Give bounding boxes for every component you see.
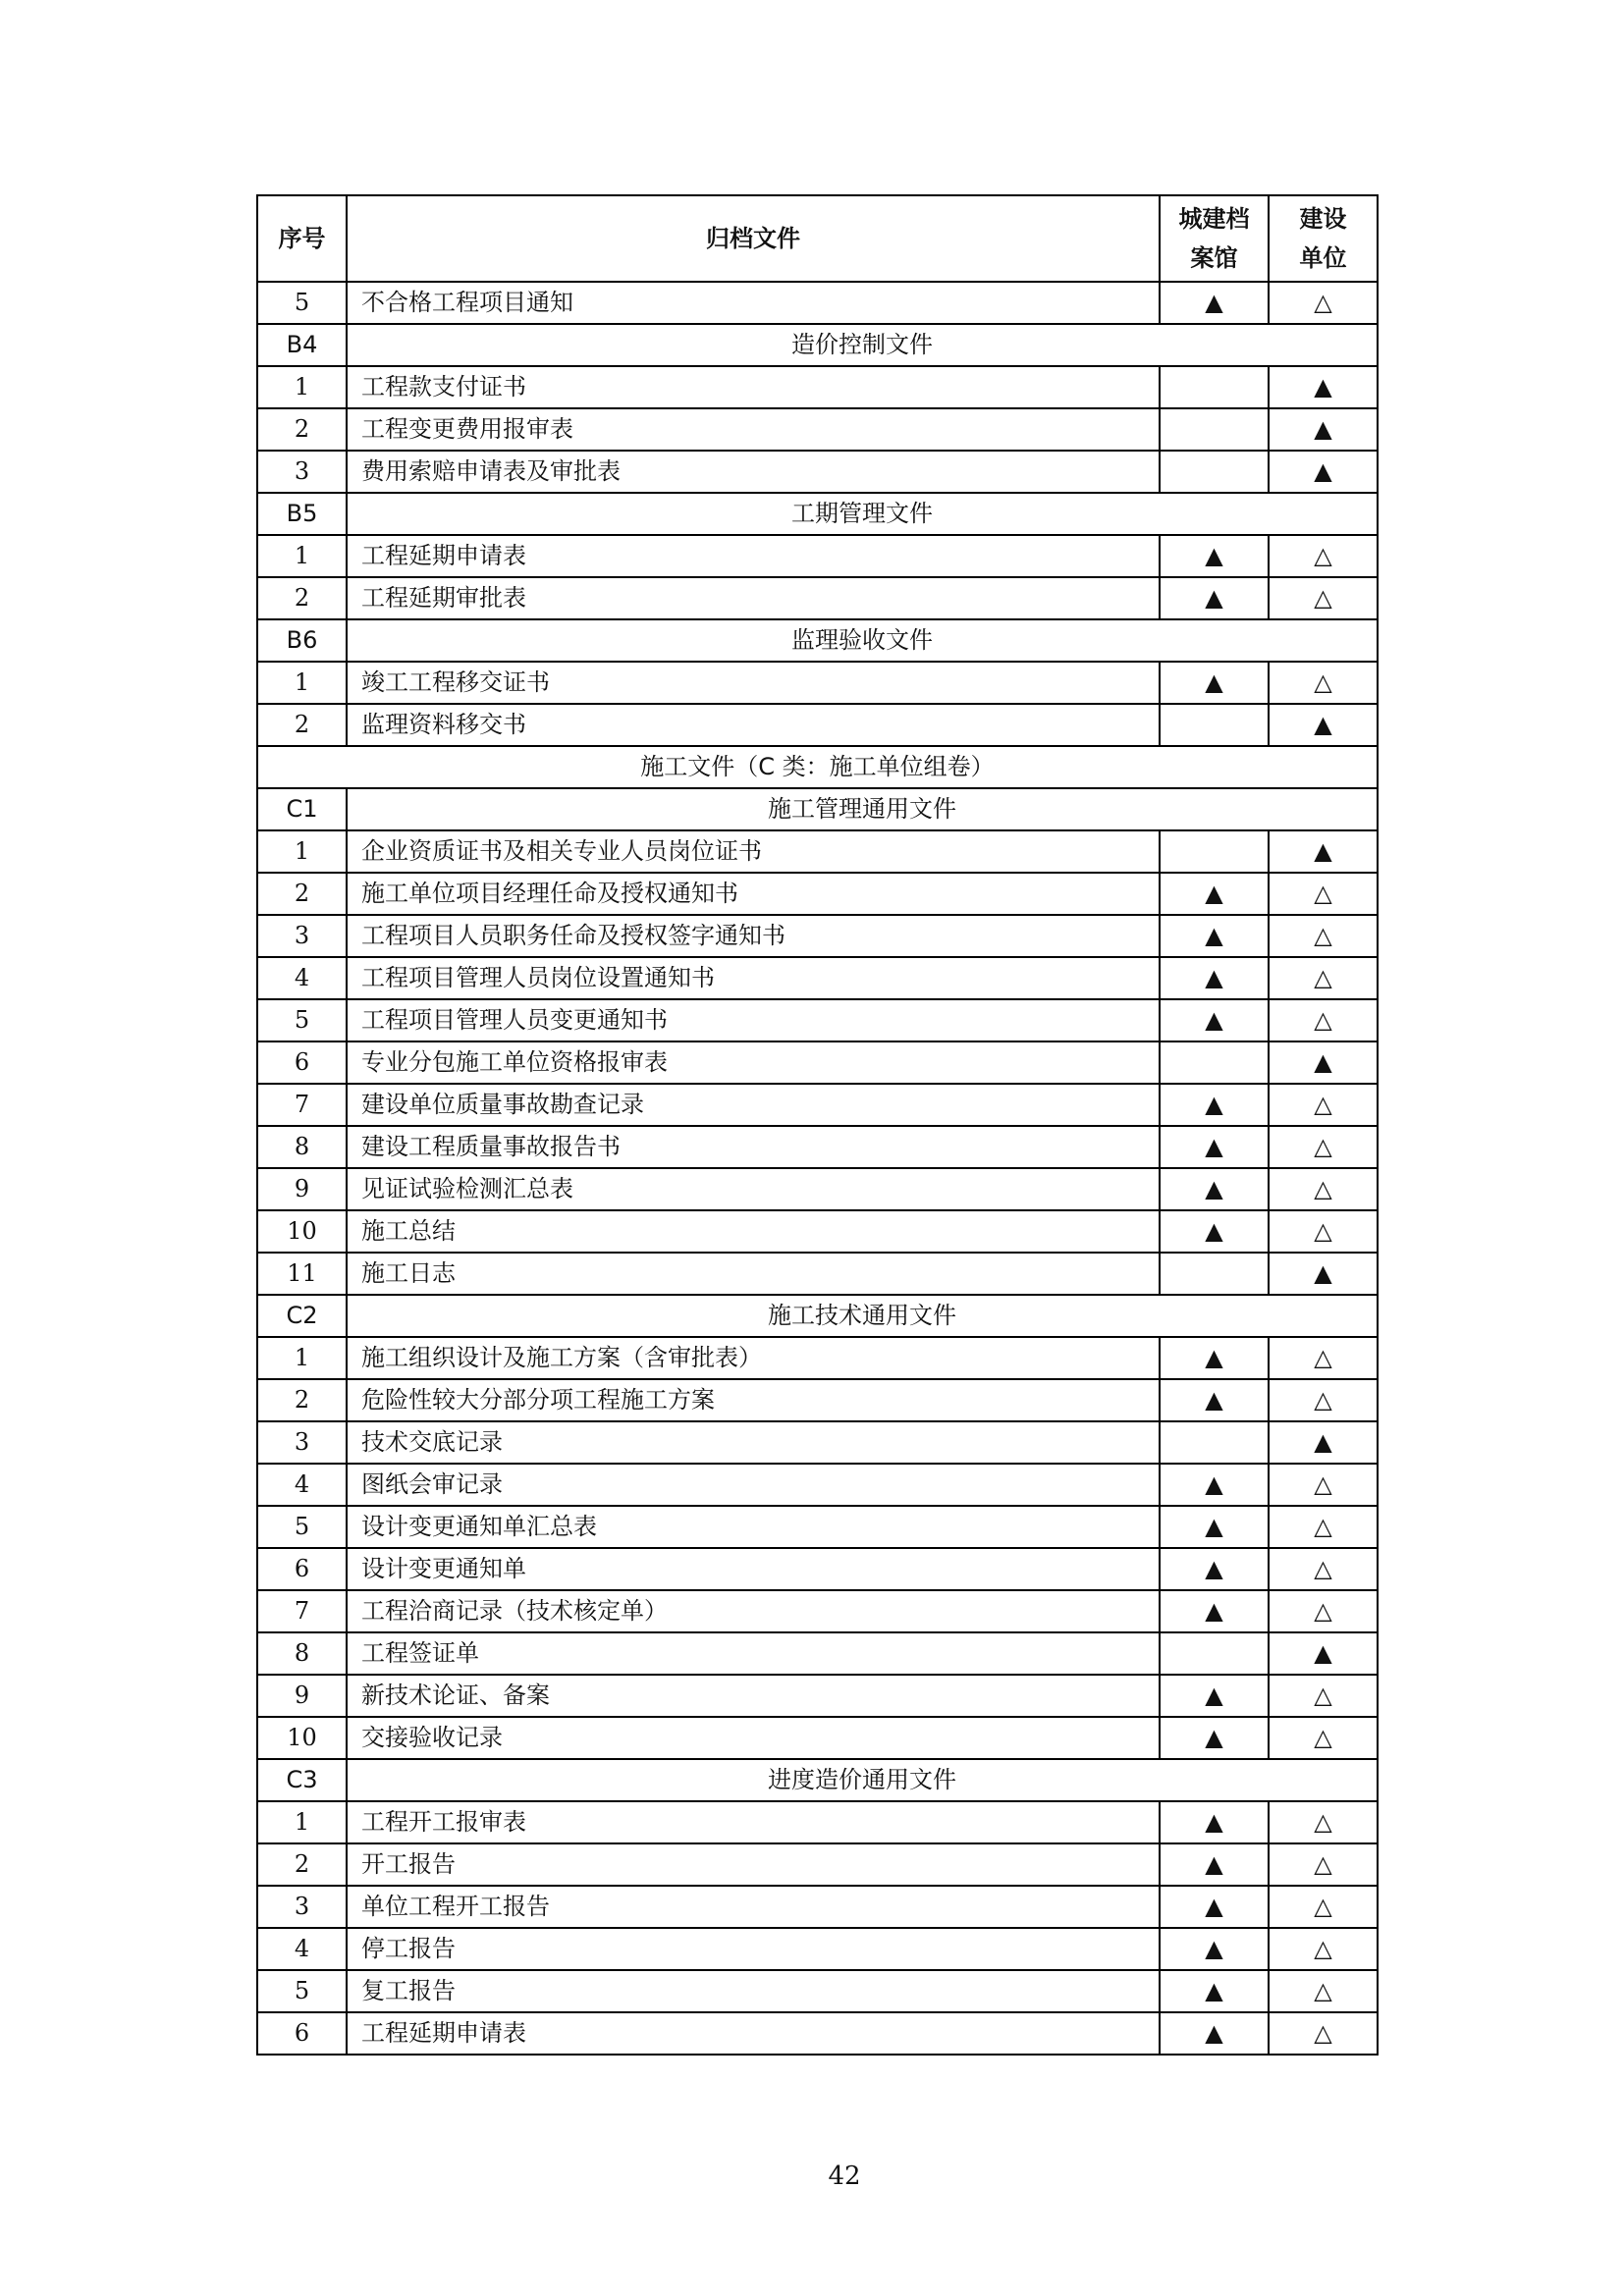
row-serial-number: 3: [257, 451, 347, 493]
table-row: [257, 1464, 1378, 1506]
row-construction-unit-mark: △: [1269, 1464, 1378, 1506]
row-serial-number: 7: [257, 1590, 347, 1632]
table-row: [257, 830, 1378, 873]
row-city-archive-mark: ▲: [1160, 1168, 1269, 1210]
row-construction-unit-mark: ▲: [1269, 408, 1378, 451]
table-row: [257, 451, 1378, 493]
row-serial-number: 6: [257, 2012, 347, 2055]
row-serial-number: 8: [257, 1632, 347, 1675]
header-archive-file: 归档文件: [347, 195, 1160, 282]
table-row: [257, 1548, 1378, 1590]
row-city-archive-mark: ▲: [1160, 1717, 1269, 1759]
row-file-name: 工程延期申请表: [347, 2012, 1160, 2055]
table-header-row: [257, 195, 1378, 282]
section-row: [257, 1759, 1378, 1801]
row-serial-number: 3: [257, 1421, 347, 1464]
row-city-archive-mark: ▲: [1160, 1886, 1269, 1928]
row-serial-number: 2: [257, 1843, 347, 1886]
row-file-name: 见证试验检测汇总表: [347, 1168, 1160, 1210]
row-file-name: 停工报告: [347, 1928, 1160, 1970]
section-row: [257, 493, 1378, 535]
table-row: [257, 1126, 1378, 1168]
row-city-archive-mark: [1160, 366, 1269, 408]
row-serial-number: 4: [257, 957, 347, 999]
page-number: 42: [828, 2162, 861, 2191]
table-row: [257, 1886, 1378, 1928]
row-construction-unit-mark: △: [1269, 535, 1378, 577]
row-construction-unit-mark: △: [1269, 999, 1378, 1041]
row-file-name: 设计变更通知单汇总表: [347, 1506, 1160, 1548]
row-serial-number: 8: [257, 1126, 347, 1168]
row-construction-unit-mark: ▲: [1269, 366, 1378, 408]
row-file-name: 工程延期申请表: [347, 535, 1160, 577]
row-file-name: 工程延期审批表: [347, 577, 1160, 619]
row-serial-number: 5: [257, 1506, 347, 1548]
table-row: [257, 1210, 1378, 1253]
row-construction-unit-mark: △: [1269, 1506, 1378, 1548]
row-serial-number: 1: [257, 535, 347, 577]
row-city-archive-mark: ▲: [1160, 1801, 1269, 1843]
row-construction-unit-mark: △: [1269, 1379, 1378, 1421]
row-file-name: 施工单位项目经理任命及授权通知书: [347, 873, 1160, 915]
table-row: [257, 999, 1378, 1041]
row-construction-unit-mark: △: [1269, 1590, 1378, 1632]
row-construction-unit-mark: △: [1269, 1970, 1378, 2012]
row-serial-number: 10: [257, 1210, 347, 1253]
row-construction-unit-mark: △: [1269, 1801, 1378, 1843]
row-file-name: 施工日志: [347, 1253, 1160, 1295]
row-city-archive-mark: ▲: [1160, 1675, 1269, 1717]
row-city-archive-mark: [1160, 1253, 1269, 1295]
row-construction-unit-mark: △: [1269, 1717, 1378, 1759]
row-file-name: 新技术论证、备案: [347, 1675, 1160, 1717]
table-row: [257, 282, 1378, 324]
row-city-archive-mark: ▲: [1160, 1506, 1269, 1548]
row-serial-number: 6: [257, 1548, 347, 1590]
row-serial-number: 2: [257, 704, 347, 746]
row-city-archive-mark: ▲: [1160, 915, 1269, 957]
table-row: [257, 1632, 1378, 1675]
row-construction-unit-mark: △: [1269, 1886, 1378, 1928]
row-serial-number: 5: [257, 282, 347, 324]
row-construction-unit-mark: ▲: [1269, 1632, 1378, 1675]
row-file-name: 危险性较大分部分项工程施工方案: [347, 1379, 1160, 1421]
section-title: 进度造价通用文件: [347, 1759, 1378, 1801]
table-row: [257, 1590, 1378, 1632]
row-file-name: 建设工程质量事故报告书: [347, 1126, 1160, 1168]
row-serial-number: 9: [257, 1675, 347, 1717]
row-file-name: 工程签证单: [347, 1632, 1160, 1675]
row-construction-unit-mark: △: [1269, 915, 1378, 957]
table-row: [257, 366, 1378, 408]
section-code: C1: [257, 788, 347, 830]
row-city-archive-mark: [1160, 408, 1269, 451]
section-code: C2: [257, 1295, 347, 1337]
table-row: [257, 1717, 1378, 1759]
row-city-archive-mark: ▲: [1160, 1337, 1269, 1379]
table-row: [257, 1506, 1378, 1548]
row-file-name: 工程项目管理人员岗位设置通知书: [347, 957, 1160, 999]
row-city-archive-mark: ▲: [1160, 999, 1269, 1041]
header-construction-unit: 建设单位: [1269, 195, 1378, 282]
section-title: 造价控制文件: [347, 324, 1378, 366]
section-title: 监理验收文件: [347, 619, 1378, 662]
row-serial-number: 3: [257, 915, 347, 957]
row-file-name: 开工报告: [347, 1843, 1160, 1886]
table-row: [257, 2012, 1378, 2055]
section-title: 工期管理文件: [347, 493, 1378, 535]
row-construction-unit-mark: ▲: [1269, 1421, 1378, 1464]
row-construction-unit-mark: ▲: [1269, 451, 1378, 493]
row-serial-number: 6: [257, 1041, 347, 1084]
row-city-archive-mark: [1160, 1421, 1269, 1464]
row-serial-number: 2: [257, 577, 347, 619]
row-construction-unit-mark: △: [1269, 577, 1378, 619]
row-file-name: 建设单位质量事故勘查记录: [347, 1084, 1160, 1126]
table-row: [257, 1253, 1378, 1295]
table-row: [257, 1084, 1378, 1126]
row-construction-unit-mark: △: [1269, 1548, 1378, 1590]
table-row: [257, 408, 1378, 451]
row-file-name: 复工报告: [347, 1970, 1160, 2012]
archive-file-table: [256, 194, 1379, 2056]
row-serial-number: 5: [257, 1970, 347, 2012]
category-title: 施工文件（C 类：施工单位组卷）: [257, 746, 1378, 788]
table-row: [257, 577, 1378, 619]
table-row: [257, 704, 1378, 746]
row-file-name: 不合格工程项目通知: [347, 282, 1160, 324]
row-file-name: 交接验收记录: [347, 1717, 1160, 1759]
row-serial-number: 1: [257, 366, 347, 408]
row-serial-number: 1: [257, 1337, 347, 1379]
table-row: [257, 662, 1378, 704]
row-serial-number: 7: [257, 1084, 347, 1126]
row-construction-unit-mark: △: [1269, 1843, 1378, 1886]
row-city-archive-mark: ▲: [1160, 1464, 1269, 1506]
row-city-archive-mark: ▲: [1160, 2012, 1269, 2055]
row-construction-unit-mark: △: [1269, 873, 1378, 915]
section-row: [257, 1295, 1378, 1337]
row-serial-number: 1: [257, 1801, 347, 1843]
table-row: [257, 1801, 1378, 1843]
row-city-archive-mark: [1160, 704, 1269, 746]
table-row: [257, 915, 1378, 957]
section-row: [257, 324, 1378, 366]
row-file-name: 费用索赔申请表及审批表: [347, 451, 1160, 493]
row-city-archive-mark: ▲: [1160, 873, 1269, 915]
table-row: [257, 957, 1378, 999]
row-construction-unit-mark: ▲: [1269, 830, 1378, 873]
table-row: [257, 535, 1378, 577]
row-serial-number: 1: [257, 830, 347, 873]
section-row: [257, 788, 1378, 830]
row-city-archive-mark: ▲: [1160, 1379, 1269, 1421]
row-construction-unit-mark: ▲: [1269, 1041, 1378, 1084]
table-row: [257, 1843, 1378, 1886]
row-city-archive-mark: [1160, 1041, 1269, 1084]
row-serial-number: 4: [257, 1464, 347, 1506]
row-construction-unit-mark: △: [1269, 1675, 1378, 1717]
row-construction-unit-mark: △: [1269, 1084, 1378, 1126]
header-city-archive: 城建档案馆: [1160, 195, 1269, 282]
row-construction-unit-mark: ▲: [1269, 1253, 1378, 1295]
row-serial-number: 2: [257, 408, 347, 451]
row-construction-unit-mark: △: [1269, 662, 1378, 704]
category-row: [257, 746, 1378, 788]
row-serial-number: 2: [257, 873, 347, 915]
row-city-archive-mark: ▲: [1160, 577, 1269, 619]
row-construction-unit-mark: △: [1269, 1126, 1378, 1168]
row-city-archive-mark: ▲: [1160, 1970, 1269, 2012]
row-file-name: 图纸会审记录: [347, 1464, 1160, 1506]
table-row: [257, 1041, 1378, 1084]
row-file-name: 施工组织设计及施工方案（含审批表）: [347, 1337, 1160, 1379]
row-file-name: 企业资质证书及相关专业人员岗位证书: [347, 830, 1160, 873]
row-file-name: 技术交底记录: [347, 1421, 1160, 1464]
row-file-name: 单位工程开工报告: [347, 1886, 1160, 1928]
section-title: 施工技术通用文件: [347, 1295, 1378, 1337]
row-serial-number: 4: [257, 1928, 347, 1970]
section-title: 施工管理通用文件: [347, 788, 1378, 830]
row-serial-number: 9: [257, 1168, 347, 1210]
row-city-archive-mark: ▲: [1160, 1084, 1269, 1126]
row-city-archive-mark: ▲: [1160, 1548, 1269, 1590]
row-file-name: 监理资料移交书: [347, 704, 1160, 746]
row-city-archive-mark: [1160, 1632, 1269, 1675]
row-city-archive-mark: ▲: [1160, 282, 1269, 324]
row-serial-number: 1: [257, 662, 347, 704]
row-construction-unit-mark: △: [1269, 1168, 1378, 1210]
section-code: C3: [257, 1759, 347, 1801]
row-construction-unit-mark: ▲: [1269, 704, 1378, 746]
row-file-name: 工程项目人员职务任命及授权签字通知书: [347, 915, 1160, 957]
table-row: [257, 1337, 1378, 1379]
row-construction-unit-mark: △: [1269, 2012, 1378, 2055]
row-city-archive-mark: [1160, 451, 1269, 493]
row-city-archive-mark: ▲: [1160, 535, 1269, 577]
header-serial-number: 序号: [257, 195, 347, 282]
row-serial-number: 2: [257, 1379, 347, 1421]
table-row: [257, 1379, 1378, 1421]
row-file-name: 施工总结: [347, 1210, 1160, 1253]
row-file-name: 竣工工程移交证书: [347, 662, 1160, 704]
row-file-name: 工程洽商记录（技术核定单）: [347, 1590, 1160, 1632]
row-construction-unit-mark: △: [1269, 957, 1378, 999]
row-city-archive-mark: ▲: [1160, 1210, 1269, 1253]
row-city-archive-mark: ▲: [1160, 1843, 1269, 1886]
table-row: [257, 1928, 1378, 1970]
table-row: [257, 1675, 1378, 1717]
row-construction-unit-mark: △: [1269, 1337, 1378, 1379]
row-file-name: 设计变更通知单: [347, 1548, 1160, 1590]
table-row: [257, 1970, 1378, 2012]
section-code: B6: [257, 619, 347, 662]
row-serial-number: 11: [257, 1253, 347, 1295]
row-city-archive-mark: [1160, 830, 1269, 873]
row-city-archive-mark: ▲: [1160, 1928, 1269, 1970]
section-code: B5: [257, 493, 347, 535]
row-city-archive-mark: ▲: [1160, 662, 1269, 704]
row-file-name: 工程款支付证书: [347, 366, 1160, 408]
section-row: [257, 619, 1378, 662]
section-code: B4: [257, 324, 347, 366]
row-city-archive-mark: ▲: [1160, 1590, 1269, 1632]
table-row: [257, 1421, 1378, 1464]
row-city-archive-mark: ▲: [1160, 957, 1269, 999]
row-file-name: 工程变更费用报审表: [347, 408, 1160, 451]
row-serial-number: 10: [257, 1717, 347, 1759]
row-file-name: 专业分包施工单位资格报审表: [347, 1041, 1160, 1084]
row-file-name: 工程开工报审表: [347, 1801, 1160, 1843]
table-body: [257, 282, 1378, 2055]
table-row: [257, 1168, 1378, 1210]
row-serial-number: 5: [257, 999, 347, 1041]
row-construction-unit-mark: △: [1269, 282, 1378, 324]
row-construction-unit-mark: △: [1269, 1210, 1378, 1253]
table-row: [257, 873, 1378, 915]
row-serial-number: 3: [257, 1886, 347, 1928]
row-city-archive-mark: ▲: [1160, 1126, 1269, 1168]
row-file-name: 工程项目管理人员变更通知书: [347, 999, 1160, 1041]
row-construction-unit-mark: △: [1269, 1928, 1378, 1970]
